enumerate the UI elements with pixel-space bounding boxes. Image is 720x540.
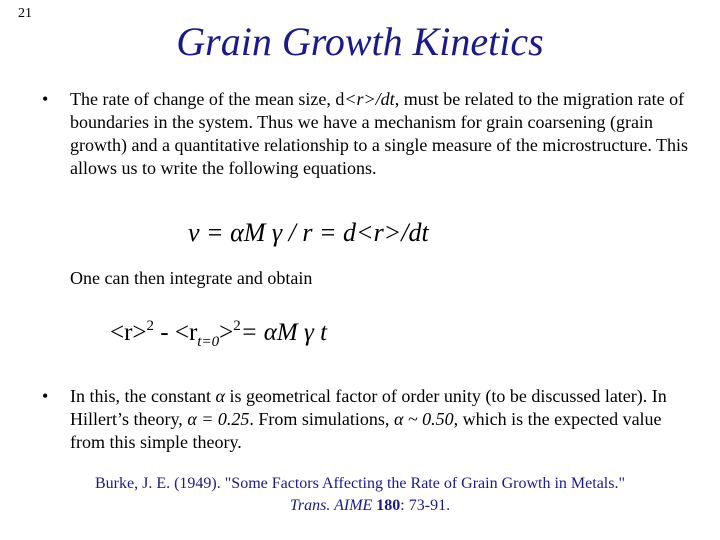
bullet-paragraph-2: In this, the constant α is geometrical factor of order unity (to be discussed later). In Hillert’s theory, α = 0.25. From simulations, α ~ 0.50, which is the expected value from this simple theory. (70, 386, 667, 452)
bullet-paragraph-1: The rate of change of the mean size, d<r>/dt, must be related to the migration rate of boundaries in the system. Thus we have a mechanism for grain coarsening (grain growth) and a quantitative relationship to a single measure of the microstructure. This allows us to write the following equations. (70, 89, 688, 178)
bullet-marker: • (42, 386, 49, 406)
reference-citation (0, 473, 720, 517)
reference-line-1: Burke, J. E. (1949). "Some Factors Affecting the Rate of Grain Growth in Metals." (95, 475, 625, 492)
integrate-text: One can then integrate and obtain (70, 268, 313, 288)
equation-velocity: v = αM γ / r = d<r>/dt (188, 218, 429, 247)
reference-line-2: Trans. AIME 180: 73-91. (289, 497, 451, 514)
slide-title: Grain Growth Kinetics (176, 19, 544, 64)
page-number: 21 (18, 6, 32, 21)
equation-integrated: $<r>^2 - <r_{t=0}>^2= \alpha M$ γ t (110, 318, 328, 350)
bullet-marker: • (42, 89, 49, 109)
